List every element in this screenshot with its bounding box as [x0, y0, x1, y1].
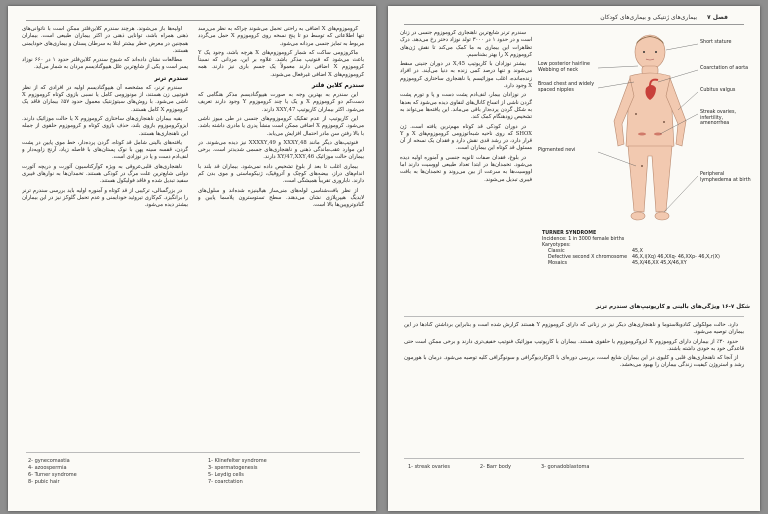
footnote: 4- azoospermia: [28, 465, 67, 471]
footnote: 8- pubic hair: [28, 479, 60, 485]
footnote: 2- Barr body: [479, 464, 511, 470]
paragraph: در بزرگسالی، ترکیبی از قد کوتاه و آمنوره اولیه باید بررسی سندرم ترنر را برانگیزد. کم‌کاری تیروئید خودایمنی و عدم تحمل گلوکز نیز در این بیماران بیشتر دیده می‌شود.: [22, 187, 188, 209]
caption-rule: [404, 316, 744, 317]
paragraph: این سندرم به بهترین وجه به صورت هیپوگنادیسم مذکر هنگامی که دست‌کم دو کروموزوم X و یک یا چند کروموزوم Y وجود دارند تعریف می‌شود. اکثر بیماران کاریوتیپ 47,XXY دارند.: [198, 92, 364, 113]
footnote: 1- streak ovaries: [408, 464, 450, 470]
paragraph: مطالعات نشان داده‌اند که شیوع سندرم کلاین‌فلتر حدود ۱ در ۶۶۰ نوزاد پسر است و یکی از شایع‌ترین علل هیپوگنادیسم مردان به شمار می‌آید.: [22, 57, 188, 71]
left-page: [8, 6, 376, 511]
right-page-bottom-text: [404, 322, 744, 450]
paragraph: اولیه‌ها باز می‌شوند. هرچند سندرم کلاین‌فلتر ممکن است با ناتوانی‌های ذهنی همراه باشد، توانایی ذهنی در اکثر بیماران طبیعی است. بیماران همچنین در معرض خطر بیشتر ابتلا به سرطان پستان و بیماری‌های خودایمنی هستند.: [22, 26, 188, 54]
callout-left-0: Low posterior hairline: [538, 62, 590, 67]
paragraph: دارد. حالت مولکولی گنادوبلاستوما و ناهنجاری‌های دیگر نیز در زنانی که دارای کروموزوم Y هستند گزارش شده است و بنابراین برداشتن گنادها در این بیماران توصیه می‌شود.: [404, 322, 744, 336]
left-page-right-column: [198, 26, 364, 446]
turner-syndrome-figure: [538, 26, 753, 294]
footnote: 6- Turner syndrome: [28, 472, 77, 478]
table-title: TURNER SYNDROME: [542, 231, 597, 236]
left-header-rule: [26, 20, 360, 21]
footnote-rule: [404, 458, 744, 459]
table-value: 45,X: [632, 249, 643, 254]
footnote: 3- gonadoblastoma: [540, 464, 590, 470]
footnotes-group: [408, 464, 589, 471]
paragraph: سندرم ترنر شایع‌ترین ناهنجاری کروموزوم جنسی در زنان است و در حدود ۱ در ۳۰۰۰ تولد نوزاد دختر رخ می‌دهد. درک تظاهرات این بیماری به ما کمک می‌کند تا نقش ژن‌های کروموزوم X را بهتر بشناسیم.: [400, 30, 532, 58]
table-key: Defective second X chromosome: [548, 255, 628, 260]
callout-left-2: Broad chest and widely spaced nipples: [538, 82, 595, 93]
paragraph: بیشتر نوزادان با کاریوتیپ 45,X در دوران جنینی سقط می‌شوند و تنها درصد کمی زنده به دنیا می‌آیند. در افراد زنده‌مانده، اغلب موزائیسم یا ناهنجاری ساختاری کروموزوم X وجود دارد.: [400, 61, 532, 90]
child-illustration: [538, 26, 753, 231]
callout-left-1: Webbing of neck: [538, 68, 579, 73]
footnote: 1- Klinefelter syndrome: [208, 458, 267, 464]
callout-right-1: Coarctation of aorta: [700, 66, 749, 71]
paragraph: ناهنجاری‌های قلبی‌عروقی به ویژه کوآرکتاسیون آئورت و دریچه آئورت دولتی شایع‌ترین علت مرگ در کودکی هستند. تخمدان‌ها به نوارهای فیبری سفید تبدیل شده و فاقد فولیکول هستند.: [22, 163, 188, 185]
footnote: 2- gynecomastia: [28, 458, 70, 464]
chapter-label: فصل ۷: [707, 14, 728, 21]
callout-right-0: Short stature: [700, 40, 732, 45]
paragraph: بیماری اغلب تا بعد از بلوغ تشخیص داده نمی‌شود. بیماران قد بلند با اندام‌های دراز، بیضه‌های کوچک و آتروفیک، ژنیکوماستی و موی بدن کم دارند. ناباروری تقریباً همیشگی است.: [198, 163, 364, 185]
right-page: [388, 6, 760, 511]
right-page-text-column: [400, 30, 532, 292]
paragraph: کروموزوم‌های X اضافی به راحتی تحمل می‌شوند چراکه به نظر می‌رسد تنها اطلاعاتی که توسط دو تا پنج نسخه روی کروموزوم X حمل می‌گردد مربوط به تمایز جنسی مردانه می‌شود.: [198, 26, 364, 47]
callout-right-3: Streak ovaries, infertility, amenorrhea: [700, 110, 736, 127]
paragraph: در بلوغ، فقدان صفات ثانویه جنسی و آمنوره اولیه دیده می‌شود. تخمدان‌ها در ابتدا تعداد طبیعی اووسیت دارند اما اووسیت‌ها به سرعت از بین می‌روند و تخمدان‌ها به بافت فیبری تبدیل می‌شوند.: [400, 154, 532, 183]
figure-caption: شکل ۷-۱۶ ویژگی‌های بالینی و کاریوتیپ‌های سندرم ترنر: [595, 304, 750, 310]
left-page-left-column: [22, 26, 188, 446]
paragraph: از نظر بافت‌شناسی لوله‌های منی‌ساز هیالینیزه شده‌اند و سلول‌های لایدیگ هیپرپلازی نشان می‌دهند. سطح تستوسترون پلاسما پایین و گنادوتروپین‌ها بالا است.: [198, 187, 364, 209]
callout-left-3: Pigmented nevi: [538, 148, 576, 153]
table-incidence: Incidence: 1 in 3000 female births: [542, 237, 625, 242]
section-heading: سندرم کلاین فلتر: [311, 82, 364, 90]
table-key: Mosaics: [548, 261, 567, 266]
footnote: 3- spermatogenesis: [208, 465, 258, 471]
table-row: [542, 261, 747, 267]
paragraph: سندرم ترنر، که مشخصه آن هیپوگنادیسم اولیه در افرادی که از نظر فنوتیپی زن هستند، از مونوزومی کامل یا نسبی بازوی کوتاه کروموزوم X ناشی می‌شود. با روش‌های سیتوژنتیک معمول حدود ۵۷٪ بیماران فاقد یک کروموزوم X کامل هستند.: [22, 84, 188, 113]
paragraph: در دوران کودکی قد کوتاه مهم‌ترین یافته است. ژن SHOX که روی ناحیه شبه‌اتوزومی کروموزوم‌های X و Y قرار دارد، در رشد قدی نقش دارد و فقدان یک نسخه از آن مسئول قد کوتاه این بیماران است.: [400, 123, 532, 152]
callout-right-2: Cubitus valgus: [700, 88, 736, 93]
karyotype-table: [542, 231, 747, 267]
section-heading: سندرم ترنر: [154, 74, 188, 82]
paragraph: ماکروزومی ساکت که شمار کروموزوم‌های X هرچه باشد، وجود یک Y باعث می‌شود که فنوتیپ مذکر باشد. علاوه بر این، مردانی که نسبتاً کروموزوم X اضافی دارند معمولاً یک جسم باری نیز دارند. همه کروموزوم‌های X اضافی غیرفعال می‌شوند.: [198, 49, 364, 78]
paragraph: از آنجا که ناهنجاری‌های قلبی و کلیوی در این بیماران شایع است، بررسی دوره‌ای با اکوکاردیوگرافی و سونوگرافی کلیه توصیه می‌شود. درمان با هورمون رشد و استروژن کیفیت زندگی بیماران را بهبود می‌بخشد.: [404, 355, 744, 369]
paragraph: یافته‌های بالینی شامل قد کوتاه، گردن پرده‌دار، خط موی پایین در پشت گردن، قفسه سینه پهن با نوک پستان‌های با فاصله زیاد، آرنج زاویه‌دار و لنف‌ادم دست و پا در نوزادی است.: [22, 139, 188, 161]
right-header-rule: [404, 24, 744, 25]
running-header: [428, 14, 728, 21]
footnote: 5- Leydig cells: [208, 472, 244, 478]
paragraph: در نوزادان بیمار، لنف‌ادم پشت دست و پا و تورم پشت گردن ناشی از اتساع کانال‌های لنفاوی دیده می‌شود که بعدها به شکل گردن پرده‌دار باقی می‌ماند. این یافته‌ها می‌تواند به تشخیص زودهنگام کمک کند.: [400, 92, 532, 121]
footnotes-left-group: [28, 458, 77, 486]
footnotes-right-group: [208, 458, 267, 486]
table-value: 45,X/46,XX 45,X/46,XY: [632, 261, 687, 266]
paragraph: حدود ۳۰٪ از بیماران دارای کروموزوم X ایزوکروموزوم یا حلقوی هستند. بیماران با کاریوتیپ موزائیک فنوتیپ خفیف‌تری دارند و برخی ممکن است حتی قاعدگی خود به خودی داشته باشند.: [404, 338, 744, 352]
paragraph: بقیه بیماران ناهنجاری‌های ساختاری کروموزوم X یا حالت موزائیک دارند. ایزوکروموزوم بازوی بلند، حذف بازوی کوتاه و کروموزوم حلقوی از جمله این ناهنجاری‌ها هستند.: [22, 115, 188, 137]
table-key: Classic: [548, 249, 565, 254]
chapter-title: بیماری‌های ژنتیکی و بیماری‌های کودکان: [600, 14, 698, 21]
paragraph: فنوتیپ‌های دیگر مانند 48,XXXY و 49,XXXXY نیز دیده می‌شوند. در این موارد عقب‌ماندگی ذهنی و ناهنجاری‌های جسمی شدیدتر است. برخی بیماران حالت موزائیک 46,XY/47,XXY دارند.: [198, 139, 364, 161]
table-key: Karyotypes:: [542, 243, 571, 248]
table-value: 46,X,i(Xq) 46,XXq- 46,XXp- 46,X,r(X): [632, 255, 720, 260]
footnote-rule: [26, 452, 360, 453]
callout-right-4: Peripheral lymphedema at birth: [700, 172, 751, 183]
paragraph: این کاریوتیپ از عدم تفکیک کروموزوم‌های جنسی در طی میوز ناشی می‌شود. کروموزوم X اضافی ممکن است منشأ پدری یا مادری داشته باشد. با بالا رفتن سن مادر احتمال افزایش می‌یابد.: [198, 115, 364, 137]
footnote: 7- coarctation: [208, 479, 243, 485]
